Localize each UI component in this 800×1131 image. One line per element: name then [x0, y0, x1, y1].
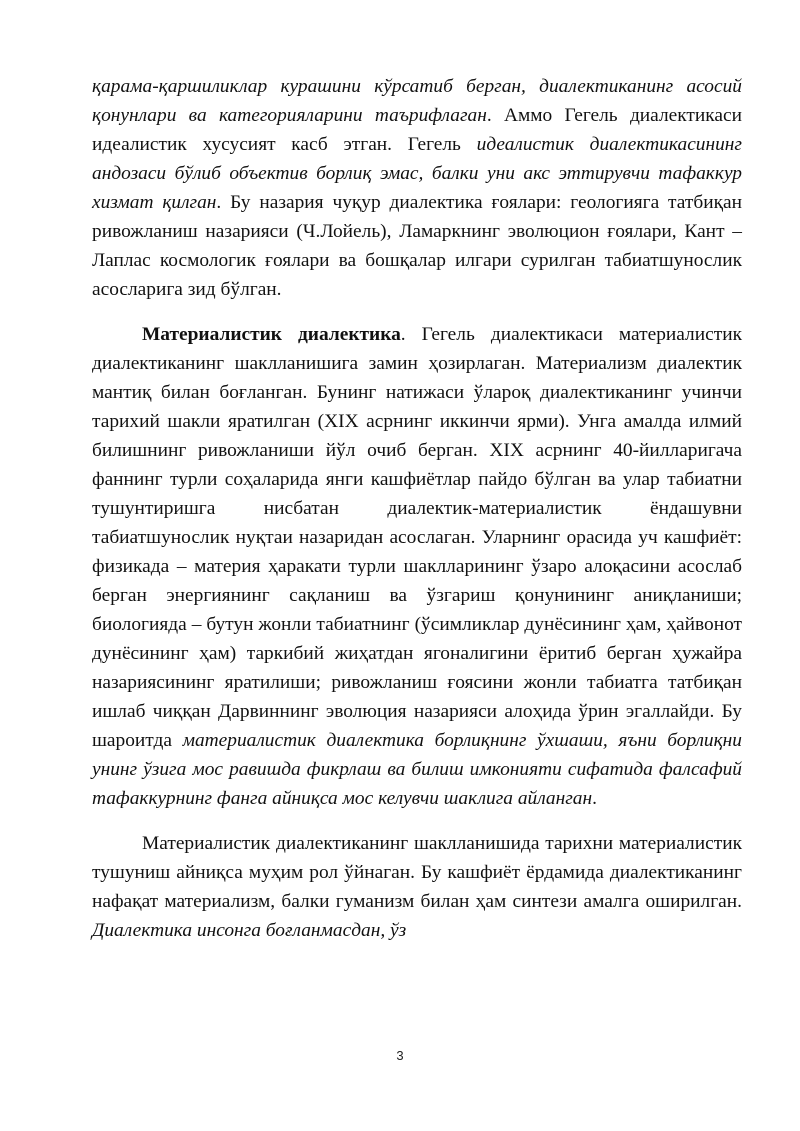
text-span: . Бу назария чуқур диалектика ғоялари: геологияга татбиқан ривожланиш назарияси (Ч.Лойель), Ламаркнинг эволюцион ғоялари, Кант – Лаплас космологик ғоялари ва бошқалар илгари сурилган табиатшунослик асосларига зид бўлган.	[92, 192, 742, 300]
text-span: Материалистик диалектиканинг шаклланишида тарихни материалистик тушуниш айниқса муҳим рол ўйнаган. Бу кашфиёт ёрдамида диалектиканинг нафақат материализм, балки гуманизм билан ҳам синтези амалга оширилган.	[92, 833, 742, 912]
body-text	[92, 72, 742, 945]
paragraph-history-materialism	[92, 829, 742, 945]
section-heading: Материалистик диалектика	[142, 324, 401, 345]
italic-span: идеалистик диалектикасининг андозаси бўлиб объектив борлиқ эмас, балки уни акс эттирувчи тафаккур хизмат қилган	[92, 134, 742, 213]
italic-span: қарама-қаршиликлар курашини кўрсатиб берган, диалектиканинг асосий қонунлари ва категорияларини таърифлаган	[92, 76, 742, 126]
page-number: 3	[396, 1048, 404, 1063]
italic-span: Диалектика инсонга боғланмасдан, ўз	[92, 920, 407, 941]
text-span: . Аммо Гегель диалектикаси идеалистик хусусият касб этган. Гегель	[92, 105, 742, 155]
text-span: .	[592, 788, 597, 809]
text-span: . Гегель диалектикаси материалистик диалектиканинг шаклланишига замин ҳозирлаган. Материализм диалектик мантиқ билан боғланган. Бунинг натижаси ўлароқ диалектиканинг учинчи тарихий шакли яратилган (XIX асрнинг иккинчи ярми). Унга амалда илмий билишнинг ривожланиши йўл очиб берган. XIX асрнинг 40-йилларигача фаннинг турли соҳаларида янги кашфиётлар пайдо бўлган ва улар табиатни тушунтиришга нисбатан диалектик-материалистик ёндашувни табиатшунослик нуқтаи назаридан асослаган. Уларнинг орасида уч кашфиёт: физикада – материя ҳаракати турли шаклларининг ўзаро алоқасини асослаб берган энергиянинг сақланиш ва ўзгариш қонунининг аниқланиши; биологияда – бутун жонли табиатнинг (ўсимликлар дунёсининг ҳам, ҳайвонот дунёсининг ҳам) таркибий жиҳатдан ягоналигини ёритиб берган ҳужайра назариясининг яратилиши; ривожланиш ғоясини жонли табиатга татбиқан ишлаб чиққан Дарвиннинг эволюция назарияси алоҳида ўрин эгаллайди. Бу шароитда	[92, 324, 742, 751]
paragraph-materialist-dialectics	[92, 320, 742, 813]
italic-span: материалистик диалектика борлиқнинг ўхшаши, яъни борлиқни унинг ўзига мос равишда фикрлаш ва билиш имконияти сифатида фалсафий тафаккурнинг фанга айниқса мос келувчи шаклига айланган	[92, 730, 742, 809]
paragraph-hegel-dialectics	[92, 72, 742, 304]
